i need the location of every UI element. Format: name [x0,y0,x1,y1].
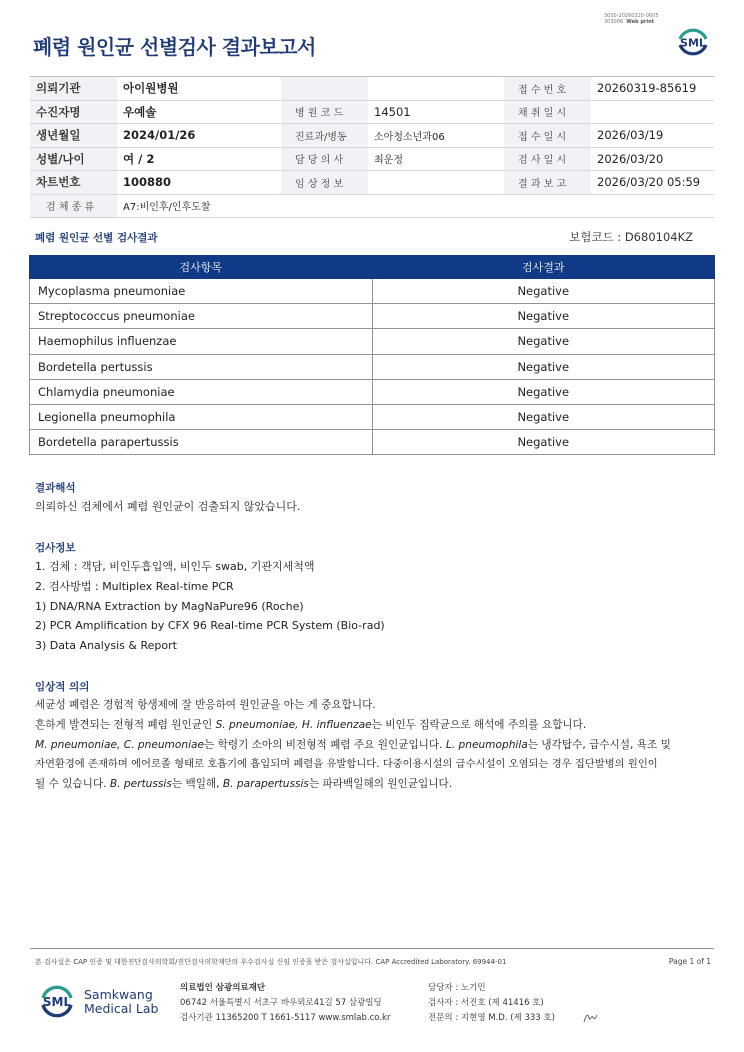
report-title: 폐렴 원인균 선별검사 결과보고서 [33,35,316,59]
results-table [29,255,715,455]
test-result: Negative [372,329,714,354]
value-sex-age: 여 / 2 [117,147,281,171]
test-result: Negative [372,304,714,329]
patient-info-table [30,76,714,218]
label-department: 진료과/병동 [281,124,368,148]
svg-text:SML: SML [42,995,72,1009]
clinical-organism: B. pertussis [109,778,172,791]
value-clinical-info [368,171,504,195]
info-row [30,77,714,101]
clinical-text: 될 수 있습니다. [35,778,110,791]
info-row [30,124,714,148]
test-result: Negative [372,279,714,304]
organization-name: 의료법인 삼광의료재단 [180,983,266,993]
clinical-text: 는 학령기 소아의 비전형적 폐렴 주요 원인균입니다. [204,738,446,751]
clinical-text: 는 냉각탑수, 급수시설, 욕조 및 [527,738,671,751]
brand-line1: Samkwang [84,987,153,1002]
test-item: Haemophilus influenzae [30,329,373,354]
clinical-text: 는 비인두 집락균으로 해석에 주의를 요합니다. [371,718,587,731]
clinical-text: 는 파라백일해의 원인균입니다. [308,778,453,791]
table-row [30,329,715,354]
insurance-code: 보험코드 : D680104KZ [569,230,693,244]
column-header-test-result: 검사결과 [372,256,714,279]
results-section-title: 폐렴 원인균 선별 검사결과 [35,232,158,244]
brand-name [84,988,158,1016]
svg-text:SML: SML [680,36,706,50]
value-department: 소아청소년과06 [368,124,504,148]
value-test-date: 2026/03/20 [591,147,714,171]
clinical-line: 세균성 폐렴은 경험적 항생제에 잘 반응하여 원인균을 아는 게 중요합니다. [35,699,376,711]
label-requesting-institution: 의뢰기관 [30,77,117,101]
web-print-label: Web print [626,19,655,25]
test-result: Negative [372,404,714,429]
clinical-organism: S. pneumoniae, H. influenzae [215,718,372,731]
test-item: Chlamydia pneumoniae [30,379,373,404]
sml-logo [36,980,78,1022]
label-birth-date: 생년월일 [30,124,117,148]
organization-contact: 검사기관 11365200 T 1661-5117 www.smlab.co.kr [180,1013,391,1023]
staff-info [428,981,555,1026]
clinical-text: 는 백일해, [171,778,223,791]
footer-divider [30,948,714,949]
test-result: Negative [372,379,714,404]
test-item: Streptococcus pneumoniae [30,304,373,329]
organization-info [180,981,390,1026]
label-collection-date: 채 취 일 시 [504,100,591,124]
value-physician: 최운정 [368,147,504,171]
clinical-line [35,716,671,736]
brand-line2: Medical Lab [84,1001,159,1016]
label-hospital-code: 병 원 코 드 [281,100,368,124]
clinical-line: 자연환경에 존재하며 에어로졸 형태로 호흡기에 흡입되며 폐렴을 유발합니다. 다중이용시설의 급수시설이 오염되는 경우 집단발병의 원인이 [35,758,658,771]
table-row [30,279,715,304]
table-row [30,354,715,379]
value-collection-date [591,100,714,124]
clinical-text: 흔하게 발견되는 전형적 폐렴 원인균인 [35,718,216,731]
interpretation-line: 의뢰하신 검체에서 폐렴 원인균이 검출되지 않았습니다. [35,500,301,513]
value-empty [368,77,504,101]
test-info-line: 2. 검사방법 : Multiplex Real-time PCR [35,579,234,593]
interpretation-text [35,497,300,517]
label-physician: 담 당 의 사 [281,147,368,171]
label-empty [281,77,368,101]
info-row [30,147,714,171]
value-birth-date: 2024/01/26 [117,124,281,148]
clinical-organism: B. parapertussis [222,778,309,791]
table-row [30,404,715,429]
label-receipt-number: 접 수 번 호 [504,77,591,101]
value-receipt-date: 2026/03/19 [591,124,714,148]
test-info-title: 검사정보 [35,542,76,554]
clinical-organism: L. pneumophila [445,738,528,751]
info-row [30,171,714,195]
table-row [30,304,715,329]
clinical-line [35,775,671,795]
sml-logo [672,22,714,62]
page-number: Page 1 of 1 [668,957,711,966]
test-item: Bordetella pertussis [30,354,373,379]
document-code [604,13,659,25]
table-row [30,430,715,455]
label-specimen-type: 검 체 종 류 [30,194,117,218]
info-row [30,194,714,218]
accreditation-note: 본 검사실은 CAP 인증 및 대한진단검사의학회/진단검사의학재단의 우수검사실 신임 인증을 받은 검사실입니다. CAP Accredited Laboratory. 69944-01 [35,958,507,966]
staff-line: 담당자 : 노기민 [428,983,486,993]
clinical-organism: M. pneumoniae, C. pneumoniae [35,738,205,751]
test-item: Bordetella parapertussis [30,430,373,455]
value-hospital-code: 14501 [368,100,504,124]
label-patient-name: 수진자명 [30,100,117,124]
column-header-test-item: 검사항목 [30,256,373,279]
label-chart-number: 차트번호 [30,171,117,195]
clinical-significance-text [35,696,671,795]
staff-line: 전문의 : 지현영 M.D. (제 333 호) [428,1013,555,1023]
test-info-line: 1) DNA/RNA Extraction by MagNaPure96 (Roche) [35,599,304,613]
test-info-text [35,557,385,656]
test-result: Negative [372,430,714,455]
label-test-date: 검 사 일 시 [504,147,591,171]
signature-icon [582,1011,598,1025]
interpretation-title: 결과해석 [35,482,76,494]
label-sex-age: 성별/나이 [30,147,117,171]
test-info-line: 3) Data Analysis & Report [35,639,177,653]
value-result-report: 2026/03/20 05:59 [591,171,714,195]
test-result: Negative [372,354,714,379]
table-row [30,379,715,404]
staff-line: 검사자 : 서진호 (제 41416 호) [428,998,544,1008]
label-result-report: 결 과 보 고 [504,171,591,195]
label-receipt-date: 접 수 일 시 [504,124,591,148]
test-item: Mycoplasma pneumoniae [30,279,373,304]
info-row [30,100,714,124]
value-requesting-institution: 아이원병원 [117,77,281,101]
value-patient-name: 우예솔 [117,100,281,124]
results-header-row [30,256,715,279]
clinical-significance-title: 임상적 의의 [35,681,90,693]
test-info-line: 2) PCR Amplification by CFX 96 Real-time PCR System (Bio-rad) [35,619,385,633]
value-chart-number: 100880 [117,171,281,195]
document-code-line2: 303006 [604,19,624,25]
test-item: Legionella pneumophila [30,404,373,429]
clinical-line [35,736,671,756]
value-specimen-type: A7:비인후/인후도찰 [117,194,714,218]
value-receipt-number: 20260319-85619 [591,77,714,101]
test-info-line: 1. 검체 : 객담, 비인두흡입액, 비인두 swab, 기관지세척액 [35,560,315,573]
label-clinical-info: 임 상 정 보 [281,171,368,195]
organization-address: 06742 서울특별시 서초구 바우뫼로41길 57 삼광빌딩 [180,998,382,1008]
document-code-line1: 3030-20260320-0605 [604,13,659,19]
